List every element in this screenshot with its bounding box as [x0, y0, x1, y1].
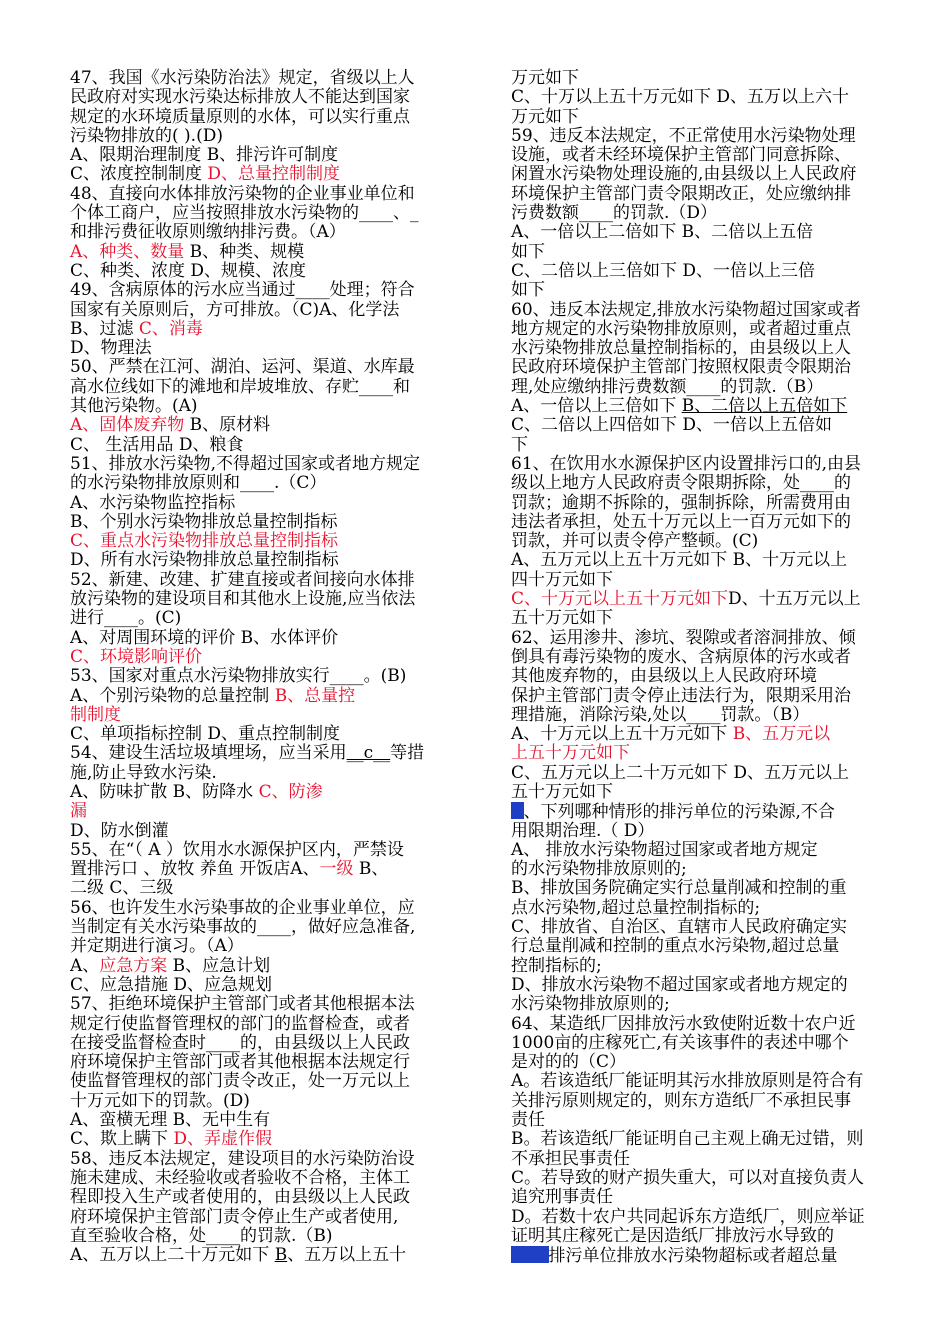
- text-line: C、十万以上五十万元如下 D、五万以上六十: [511, 87, 850, 108]
- text-line: A、水污染物监控指标: [70, 492, 236, 513]
- text-line: C、二倍以上四倍如下 D、一倍以上五倍如: [511, 415, 833, 436]
- text-line: 追究刑事责任: [511, 1187, 613, 1208]
- text-segment: A、一倍以上三倍如下: [511, 396, 682, 417]
- text-line: [70, 783, 463, 802]
- text-line: 倒具有毒污染物的废水、含病原体的污水或者: [511, 646, 851, 667]
- text-line: 直至验收合格，处____的罚款.（B): [70, 1225, 333, 1246]
- text-line: 48、直接向水体排放污染物的企业事业单位和: [70, 183, 415, 204]
- text-line: 是对的的（C）: [511, 1052, 627, 1073]
- text-line: 在接受监督检查时____的，由县级以上人民政: [70, 1032, 410, 1053]
- answer-text: D、总量控制制度: [207, 164, 341, 185]
- text-line: [70, 1130, 463, 1149]
- text-line: 60、违反本法规定,排放水污染物超过国家或者: [511, 299, 862, 320]
- text-segment: 排污单位排放水污染物超标或者超总量: [548, 1246, 838, 1267]
- text-line: 设施，或者未经环境保护主管部门同意拆除、: [511, 145, 851, 166]
- text-line: 高水位线如下的滩地和岸坡堆放、存贮____和: [70, 376, 410, 397]
- text-line: 进行____。(C): [70, 608, 182, 629]
- text-line: [70, 416, 463, 435]
- text-segment: A、限期治理制度: [70, 145, 207, 166]
- text-line: 并定期进行演习。（A）: [70, 936, 244, 957]
- text-line: 级以上地方人民政府责令限期拆除，处____的: [511, 473, 851, 494]
- text-line: A、五万元以上五十万元如下 B、十万元以上: [511, 550, 848, 571]
- text-line: C、种类、浓度 D、规模、浓度: [70, 260, 307, 281]
- text-line: 水污染物排放总量控制指标的，由县级以上人: [511, 338, 851, 359]
- text-line: 如下: [511, 280, 545, 301]
- text-line: C、 生活用品 D、粮食: [70, 434, 244, 455]
- text-line: 保护主管部门责令停止违法行为，限期采用治: [511, 685, 851, 706]
- text-line: 程即投入生产或者使用的，由县级以上人民政: [70, 1187, 410, 1208]
- text-segment: B、: [353, 859, 389, 880]
- text-line: 闲置水污染物处理设施的,由县级以上人民政府: [511, 164, 857, 185]
- text-line: 罚款，并可以责令停产整顿。(C): [511, 531, 759, 552]
- text-line: 十万元如下的罚款。(D): [70, 1090, 250, 1111]
- text-segment: 等措: [390, 743, 425, 764]
- text-line: [70, 744, 463, 763]
- text-line: 污费数额____的罚款.（D）: [511, 203, 718, 224]
- text-line: 64、某造纸厂因排放污水致使附近数十农户近: [511, 1013, 856, 1034]
- text-line: 理,处应缴纳排污费数额____的罚款.（B）: [511, 376, 824, 397]
- text-line: 责任: [511, 1110, 545, 1131]
- text-line: A、对周围环境的评价 B、水体评价: [70, 627, 339, 648]
- text-line: 59、违反本法规定，不正常使用水污染物处理: [511, 125, 856, 146]
- text-line: [511, 725, 905, 744]
- text-segment: B: [274, 1245, 288, 1266]
- text-line: 环境保护主管部门责令限期改正，处应缴纳排: [511, 183, 851, 204]
- text-line: 理措施，消除污染,处以____罚款。（B）: [511, 704, 810, 725]
- text-line: 施,防止导致水污染.: [70, 762, 217, 783]
- text-line: 点水污染物,超过总量控制指标的;: [511, 897, 761, 918]
- text-line: 四十万元如下: [511, 569, 613, 590]
- text-line: A、一倍以上二倍如下 B、二倍以上五倍: [511, 222, 814, 243]
- text-line: 水污染物排放原则的;: [511, 994, 670, 1015]
- text-line: 62、运用渗井、渗坑、裂隙或者溶洞排放、倾: [511, 627, 856, 648]
- text-line: 证明其庄稼死亡是因造纸厂排放污水导致的: [511, 1225, 834, 1246]
- text-segment: B、过滤: [70, 318, 139, 339]
- text-line: 民政府环境保护主管部门按照权限责令限期治: [511, 357, 851, 378]
- text-line: 国家有关原则后，方可排放。（C)A、化学法: [70, 299, 400, 320]
- answer-text: B、总量控: [274, 685, 356, 706]
- text-line: C、排放省、自治区、直辖市人民政府确定实: [511, 917, 848, 938]
- text-segment: A、防味扩散 B、防降水: [70, 781, 259, 802]
- text-line: [511, 590, 905, 609]
- text-line: A、 排放水污染物超过国家或者地方规定: [511, 839, 818, 860]
- text-line: [70, 687, 463, 706]
- text-segment: D、十五万元以上: [728, 589, 861, 610]
- answer-text: C、重点水污染物排放总量控制指标: [70, 531, 339, 552]
- text-line: 控制指标的;: [511, 955, 602, 976]
- text-line: 行总量削减和控制的重点水污染物,超过总量: [511, 936, 840, 957]
- text-line: 罚款；逾期不拆除的，强制拆除，所需费用由: [511, 492, 851, 513]
- text-segment: A、个别污染物的总量控制: [70, 685, 275, 706]
- text-line: 49、含病原体的污水应当通过____处理；符合: [70, 280, 415, 301]
- text-line: 52、新建、改建、扩建直接或者间接向水体排: [70, 569, 415, 590]
- text-line: 万元如下: [511, 106, 579, 127]
- right-column: [511, 69, 905, 1265]
- text-line: 57、拒绝环境保护主管部门或者其他根据本法: [70, 994, 415, 1015]
- answer-text: C、十万元以上五十万元如下: [511, 589, 729, 610]
- text-line: 关排污原则规定的，则东方造纸厂不承担民事: [511, 1090, 851, 1111]
- text-line: [70, 532, 463, 551]
- text-line: 不承担民事责任: [511, 1148, 630, 1169]
- text-line: A。若该造纸厂能证明其污水排放原则是符合有: [511, 1071, 864, 1092]
- text-line: [511, 744, 905, 763]
- answer-text: 上五十万元如下: [511, 743, 630, 764]
- highlight-block: [511, 1246, 549, 1263]
- answer-text: C、消毒: [138, 318, 203, 339]
- text-line: 使监督管理权的部门责令改正，处一万元以上: [70, 1071, 410, 1092]
- text-line: A、蛮横无理 B、无中生有: [70, 1110, 271, 1131]
- text-line: 施未建成、未经验收或者验收不合格，主体工: [70, 1167, 410, 1188]
- answer-text: C、防渗: [258, 781, 323, 802]
- text-line: D、所有水污染物排放总量控制指标: [70, 550, 339, 571]
- text-segment: 54、建设生活垃圾填埋场，应当采用: [70, 743, 347, 764]
- text-line: [70, 1246, 463, 1265]
- text-line: 规定的水环境质量原则的水体，可以实行重点: [70, 106, 410, 127]
- text-line: 下: [511, 434, 528, 455]
- text-line: [70, 957, 463, 976]
- highlight-block: [511, 802, 524, 819]
- text-line: D、防水倒灌: [70, 820, 169, 841]
- text-line: 五十万元如下: [511, 608, 613, 629]
- text-segment: __c__: [346, 743, 391, 764]
- answer-text: 漏: [70, 801, 87, 822]
- text-segment: 置排污口 、放牧 养鱼 开饭店A、: [70, 859, 320, 880]
- text-line: B、个别水污染物排放总量控制指标: [70, 511, 338, 532]
- text-line: 万元如下: [511, 68, 579, 88]
- text-line: [70, 165, 463, 184]
- answer-text: A、固体废弃物: [70, 415, 185, 436]
- text-line: 用限期治理.（ D）: [511, 820, 655, 841]
- text-line: 53、国家对重点水污染物排放实行____。(B): [70, 666, 407, 687]
- text-line: [70, 243, 463, 262]
- text-segment: B、排污许可制度: [206, 145, 339, 166]
- text-line: B、排放国务院确定实行总量削减和控制的重: [511, 878, 847, 899]
- text-line: C、应急措施 D、应急规划: [70, 974, 273, 995]
- text-line: C。若导致的财产损失重大，可以对直接负责人: [511, 1167, 865, 1188]
- text-line: [70, 802, 463, 821]
- text-segment: B、原材料: [184, 415, 271, 436]
- text-line: 民政府对实现水污染达标排放人不能达到国家: [70, 87, 410, 108]
- text-segment: C、浓度控制制度: [70, 164, 208, 185]
- text-line: 55、在“（ A ）饮用水水源保护区内，严禁设: [70, 839, 404, 860]
- text-line: 五十万元如下: [511, 781, 613, 802]
- text-line: D、物理法: [70, 338, 152, 359]
- text-line: 其他废弃物的，由县级以上人民政府环境: [511, 666, 817, 687]
- left-column: [70, 69, 463, 1265]
- answer-text: C、环境影响评价: [70, 646, 203, 667]
- text-segment: A、: [70, 955, 100, 976]
- text-line: 二级 C、三级: [70, 878, 174, 899]
- answer-text: A、种类、数量: [70, 241, 185, 262]
- text-line: [511, 397, 905, 416]
- text-line: [70, 146, 463, 165]
- text-line: [511, 1246, 905, 1265]
- text-line: 的水污染物排放原则的;: [511, 859, 687, 880]
- text-line: D。若数十农户共同起诉东方造纸厂，则应举证: [511, 1206, 865, 1227]
- text-line: 和排污费征收原则缴纳排污费。（A）: [70, 222, 346, 243]
- text-line: C、二倍以上三倍如下 D、一倍以上三倍: [511, 260, 816, 281]
- text-segment: 、下列哪种情形的排污单位的污染源,不合: [523, 802, 835, 823]
- text-line: 府环境保护主管部门责令停止生产或者使用,: [70, 1206, 399, 1227]
- answer-text: 制制度: [70, 704, 121, 725]
- text-line: 50、严禁在江河、湖泊、运河、渠道、水库最: [70, 357, 415, 378]
- text-line: [70, 648, 463, 667]
- text-line: 58、违反本法规定，建设项目的水污染防治设: [70, 1148, 415, 1169]
- text-line: 56、也许发生水污染事故的企业事业单位，应: [70, 897, 415, 918]
- text-line: 51、排放水污染物,不得超过国家或者地方规定: [70, 453, 421, 474]
- text-line: 地方规定的水污染物排放原则，或者超过重点: [511, 318, 851, 339]
- text-segment: C、欺上瞒下: [70, 1129, 174, 1150]
- text-line: B。若该造纸厂能证明自己主观上确无过错，则: [511, 1129, 864, 1150]
- answer-text: 应急方案: [99, 955, 168, 976]
- text-line: 47、我国《水污染防治法》规定，省级以上人: [70, 68, 415, 88]
- answer-text: B、五万元以: [732, 724, 831, 745]
- text-line: 污染物排放的( ).(D): [70, 125, 223, 146]
- text-segment: A、五万以上二十万元如下: [70, 1245, 275, 1266]
- text-line: 如下: [511, 241, 545, 262]
- text-line: 规定行使监督管理权的部门的监督检查，或者: [70, 1013, 410, 1034]
- text-segment: 、五万以上五十: [287, 1245, 407, 1266]
- text-line: [70, 860, 463, 879]
- answer-text: 一级: [319, 859, 354, 880]
- answer-text: D、弄虚作假: [173, 1129, 273, 1150]
- text-line: 的水污染物排放原则和____.（C）: [70, 473, 327, 494]
- text-line: 当制定有关水污染事故的____，做好应急准备,: [70, 917, 416, 938]
- text-line: 违法者承担，处五十万元以上一百万元如下的: [511, 511, 851, 532]
- text-segment: B、应急计划: [167, 955, 271, 976]
- text-line: 府环境保护主管部门或者其他根据本法规定行: [70, 1052, 410, 1073]
- text-line: [70, 706, 463, 725]
- text-line: [70, 320, 463, 339]
- text-line: 61、在饮用水水源保护区内设置排污口的,由县: [511, 453, 862, 474]
- text-line: 其他污染物。(A): [70, 396, 198, 417]
- text-line: 个体工商户，应当按照排放水污染物的____、_: [70, 203, 419, 224]
- text-segment: B、种类、规模: [184, 241, 305, 262]
- text-segment: A、十万元以上五十万元如下: [511, 724, 733, 745]
- text-line: D、排放水污染物不超过国家或者地方规定的: [511, 974, 848, 995]
- text-line: 放污染物的建设项目和其他水上设施,应当依法: [70, 589, 416, 610]
- text-line: C、单项指标控制 D、重点控制制度: [70, 724, 341, 745]
- text-segment: B、二倍以上五倍如下: [681, 396, 848, 417]
- text-line: [511, 802, 905, 821]
- text-line: C、五万元以上二十万元如下 D、五万元以上: [511, 762, 850, 783]
- text-line: 1000亩的庄稼死亡,有关该事件的表述中哪个: [511, 1032, 849, 1053]
